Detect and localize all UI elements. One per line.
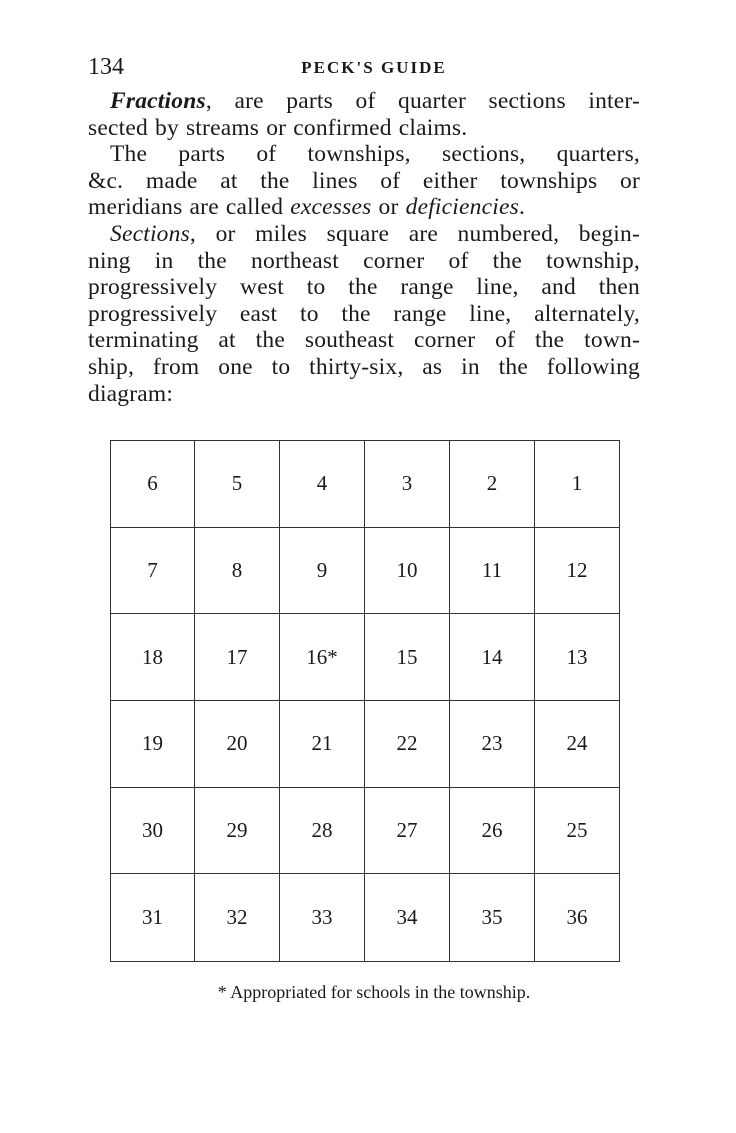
section-cell: 4 bbox=[280, 441, 365, 528]
text-line bbox=[88, 327, 640, 354]
text-line bbox=[88, 88, 640, 115]
text-run: progressively west to the range line, and then bbox=[88, 274, 640, 301]
text-run: or bbox=[371, 194, 406, 221]
section-cell: 36 bbox=[535, 874, 620, 961]
section-cell: 1 bbox=[535, 441, 620, 528]
text-line bbox=[88, 381, 640, 408]
italic-term: excesses bbox=[290, 194, 372, 221]
section-cell: 6 bbox=[110, 441, 195, 528]
text-line bbox=[88, 221, 640, 248]
section-cell: 24 bbox=[535, 701, 620, 788]
section-cell: 25 bbox=[535, 788, 620, 875]
section-cell: 9 bbox=[280, 528, 365, 615]
section-cell: 2 bbox=[450, 441, 535, 528]
section-cell: 21 bbox=[280, 701, 365, 788]
text-run: The parts of townships, sections, quarters, bbox=[110, 141, 640, 168]
section-cell: 16* bbox=[280, 614, 365, 701]
section-cell: 32 bbox=[195, 874, 280, 961]
section-cell: 28 bbox=[280, 788, 365, 875]
section-cell: 12 bbox=[535, 528, 620, 615]
text-line bbox=[88, 274, 640, 301]
section-cell: 3 bbox=[365, 441, 450, 528]
section-cell: 22 bbox=[365, 701, 450, 788]
text-run: sected by streams or confirmed claims. bbox=[88, 114, 468, 141]
italic-term: Fractions bbox=[110, 88, 206, 114]
section-cell: 11 bbox=[450, 528, 535, 615]
section-cell: 33 bbox=[280, 874, 365, 961]
section-cell: 34 bbox=[365, 874, 450, 961]
text-run: terminating at the southeast corner of the town- bbox=[88, 327, 640, 354]
section-cell: 14 bbox=[450, 614, 535, 701]
section-cell: 5 bbox=[195, 441, 280, 528]
section-cell: 15 bbox=[365, 614, 450, 701]
italic-term: Sections bbox=[110, 220, 190, 247]
text-run: meridians are called bbox=[88, 194, 291, 221]
section-cell: 13 bbox=[535, 614, 620, 701]
section-cell: 29 bbox=[195, 788, 280, 875]
text-line bbox=[88, 141, 640, 168]
section-cell: 26 bbox=[450, 788, 535, 875]
section-cell: 17 bbox=[195, 614, 280, 701]
footnote: * Appropriated for schools in the township. bbox=[217, 982, 531, 1002]
section-cell: 7 bbox=[110, 528, 195, 615]
section-cell: 20 bbox=[195, 701, 280, 788]
text-run: ship, from one to thirty-six, as in the following bbox=[88, 353, 640, 380]
text-run: . bbox=[518, 194, 526, 221]
section-cell: 23 bbox=[450, 701, 535, 788]
text-run: diagram: bbox=[88, 380, 174, 407]
section-cell: 19 bbox=[110, 701, 195, 788]
text-line bbox=[88, 301, 640, 328]
section-cell: 10 bbox=[365, 528, 450, 615]
text-line bbox=[88, 354, 640, 381]
body-text bbox=[88, 88, 640, 407]
section-cell: 18 bbox=[110, 614, 195, 701]
text-line bbox=[88, 194, 640, 221]
italic-term: deficiencies bbox=[405, 194, 519, 221]
text-run: ning in the northeast corner of the township, bbox=[88, 247, 640, 274]
section-cell: 30 bbox=[110, 788, 195, 875]
section-cell: 8 bbox=[195, 528, 280, 615]
text-line bbox=[88, 115, 640, 142]
section-cell: 35 bbox=[450, 874, 535, 961]
section-cell: 31 bbox=[110, 874, 195, 961]
text-run: progressively east to the range line, alternately, bbox=[88, 300, 640, 327]
text-line bbox=[88, 168, 640, 195]
running-title: PECK'S GUIDE bbox=[301, 58, 447, 77]
township-sections-diagram bbox=[110, 440, 620, 962]
page-number: 134 bbox=[88, 54, 124, 80]
section-cell: 27 bbox=[365, 788, 450, 875]
text-run: , or miles square are numbered, begin- bbox=[189, 220, 640, 247]
text-line bbox=[88, 248, 640, 275]
text-run: &c. made at the lines of either townships or bbox=[88, 167, 640, 194]
text-run: , are parts of quarter sections inter- bbox=[205, 88, 640, 114]
